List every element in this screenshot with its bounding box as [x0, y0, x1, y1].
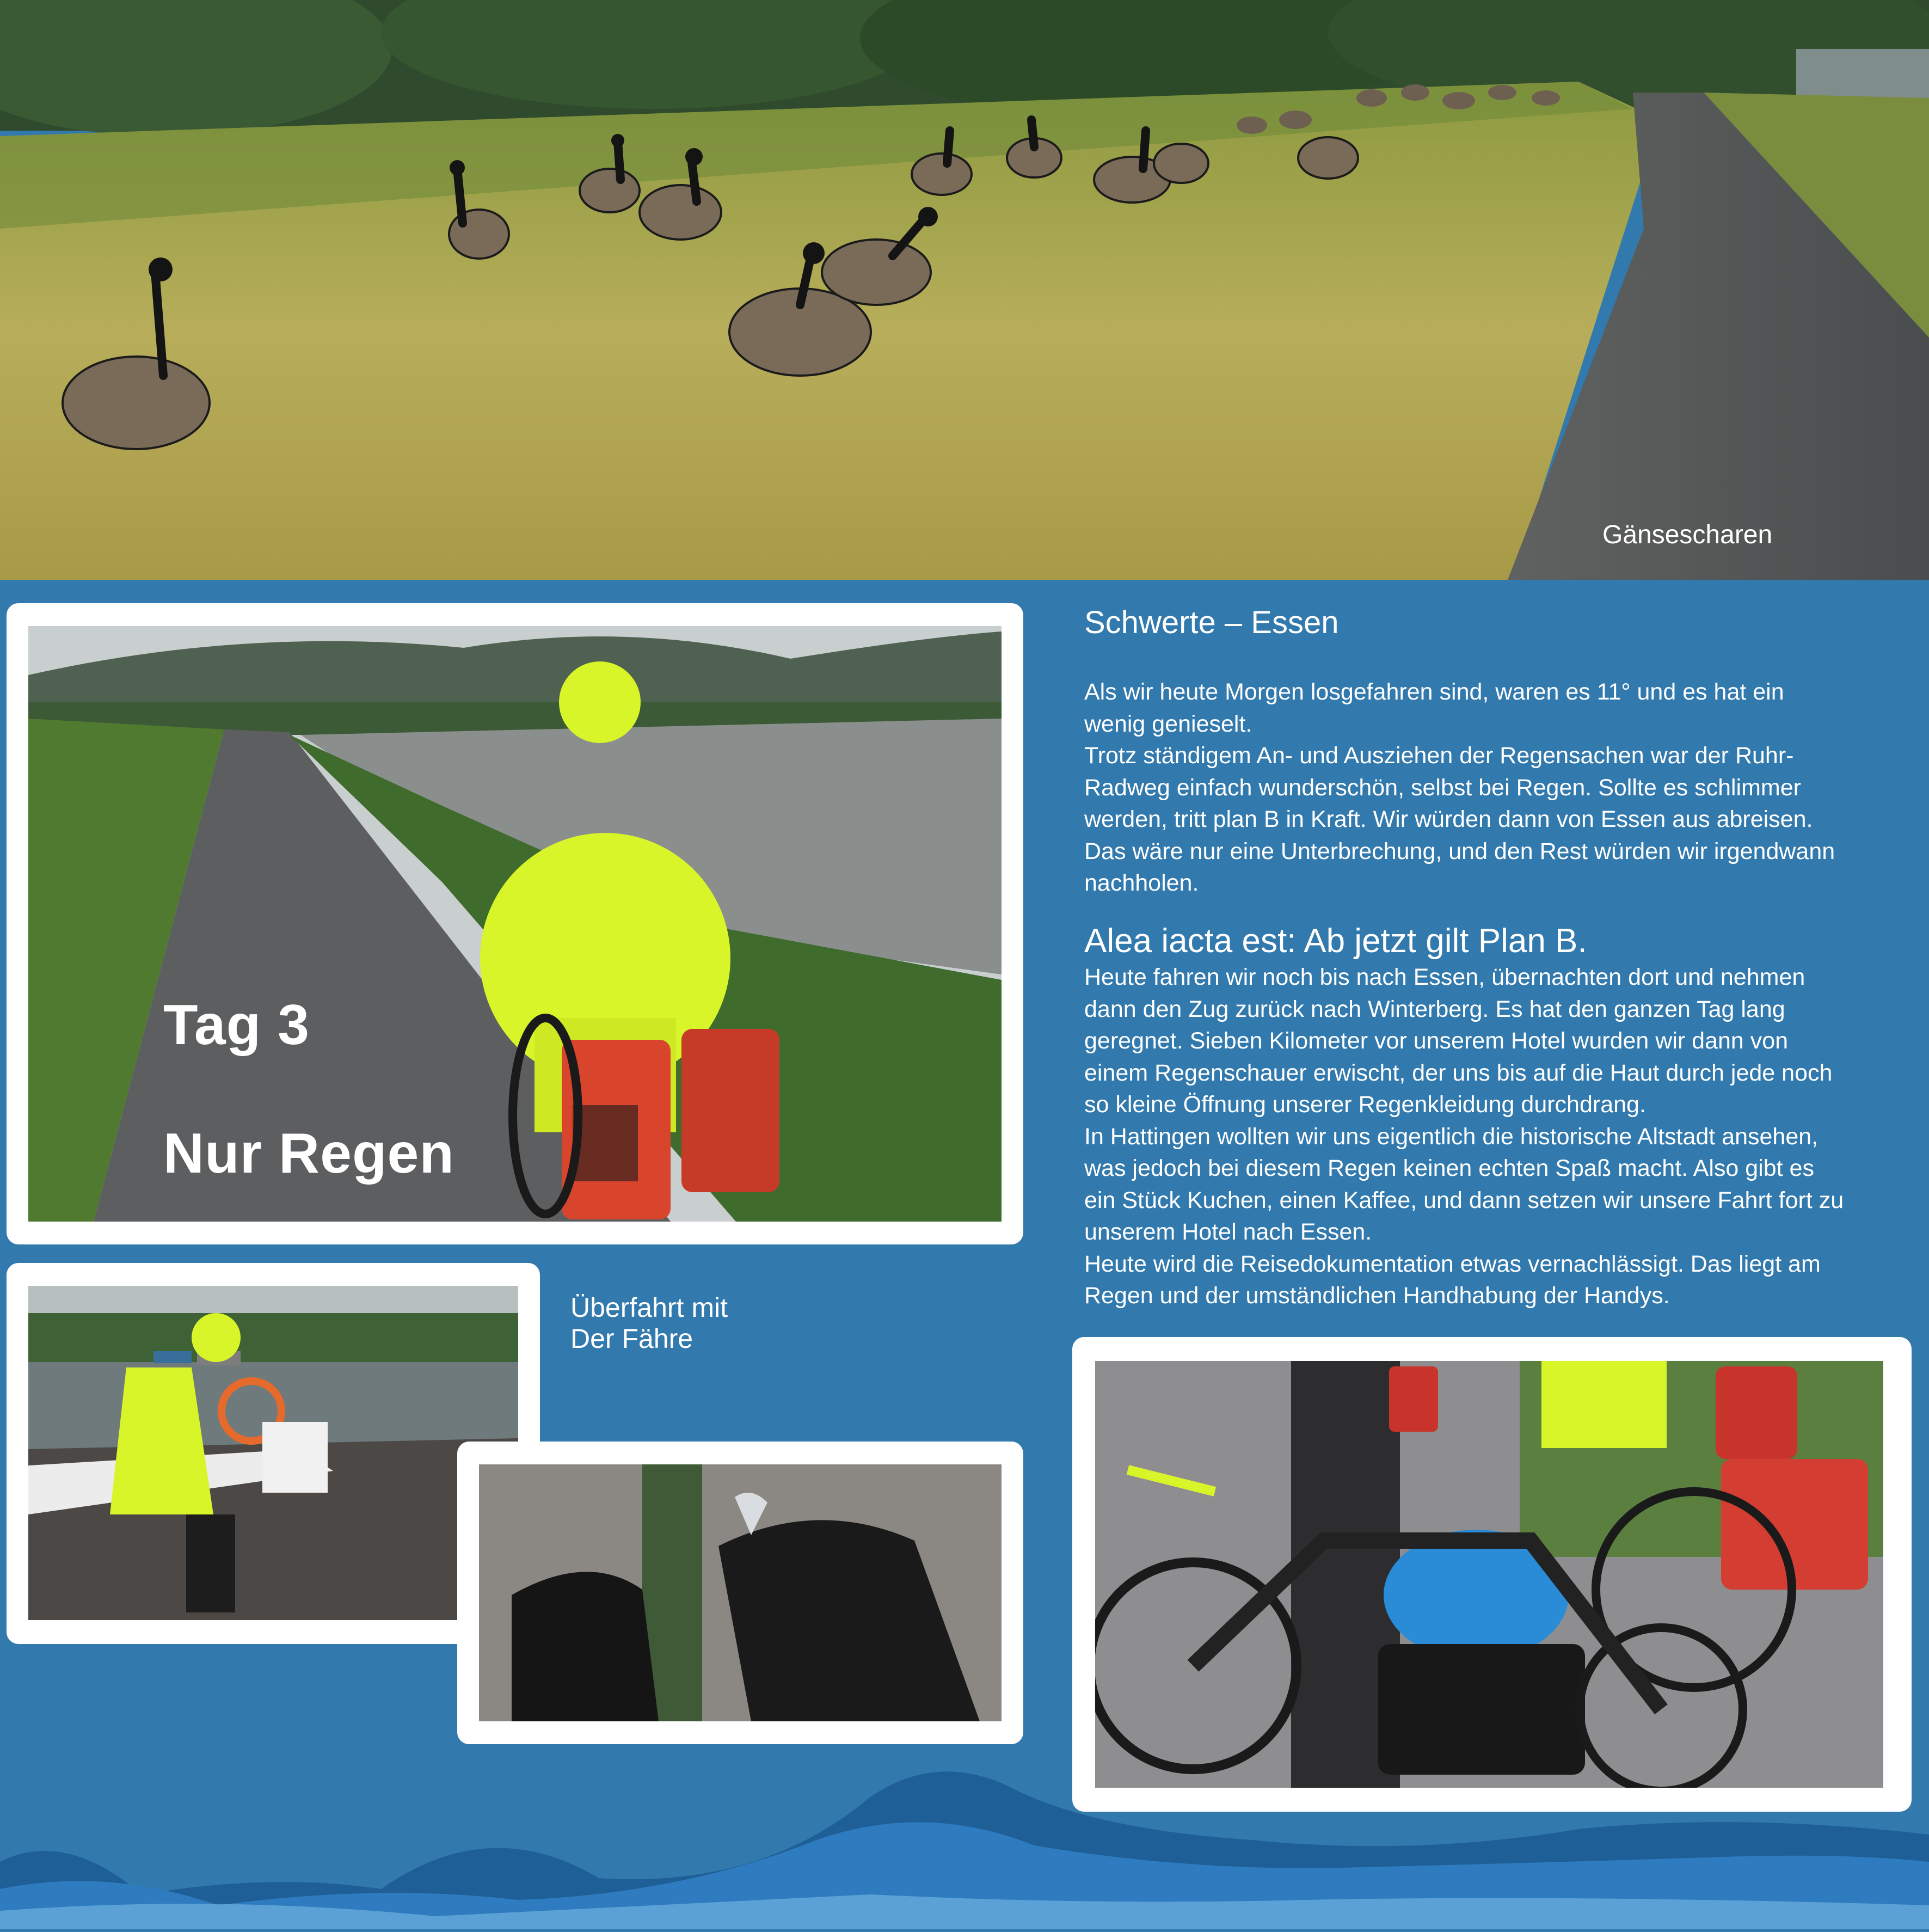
- route-title: Schwerte – Essen: [1084, 605, 1339, 640]
- text-line: wenig genieselt.: [1084, 710, 1252, 737]
- bikes-photo: [1095, 1361, 1883, 1788]
- text-line: dann den Zug zurück nach Winterberg. Es hat den ganzen Tag lang: [1084, 996, 1785, 1022]
- text-line: geregnet. Sieben Kilometer vor unserem Hotel wurden wir dann von: [1084, 1028, 1789, 1054]
- text-line: Heute fahren wir noch bis nach Essen, übernachten dort und nehmen: [1084, 964, 1805, 990]
- cyclist-photo-card: [7, 603, 1023, 1244]
- ferry-caption-line-1: Überfahrt mit: [570, 1292, 728, 1323]
- geese-photo-caption: Gänsescharen: [1602, 520, 1773, 549]
- ferry-caption: [570, 1292, 728, 1354]
- ferry-caption-line-2: Der Fähre: [570, 1323, 693, 1354]
- text-line: was jedoch bei diesem Regen keinen echten Spaß macht. Also gibt es: [1084, 1155, 1814, 1181]
- geese-photo: [0, 0, 1929, 580]
- rain-legs-photo: [479, 1464, 1002, 1721]
- section-heading: Alea iacta est: Ab jetzt gilt Plan B.: [1084, 922, 1587, 960]
- text-line: Radweg einfach wunderschön, selbst bei Regen. Sollte es schlimmer: [1084, 774, 1801, 801]
- day-label: Tag 3: [163, 993, 310, 1057]
- text-line: Trotz ständigem An- und Ausziehen der Regensachen war der Ruhr-: [1084, 743, 1794, 769]
- rain-legs-photo-card: [457, 1442, 1023, 1744]
- ice-mountain-decoration: [0, 1731, 1929, 1929]
- text-line: ein Stück Kuchen, einen Kaffee, und dann setzen wir unsere Fahrt fort zu: [1084, 1187, 1844, 1213]
- text-line: werden, tritt plan B in Kraft. Wir würden dann von Essen aus abreisen.: [1084, 806, 1813, 832]
- text-line: Regen und der umständlichen Handhabung der Handys.: [1084, 1283, 1670, 1309]
- text-line: Als wir heute Morgen losgefahren sind, waren es 11° und es hat ein: [1084, 679, 1784, 705]
- day-title: Nur Regen: [163, 1122, 454, 1185]
- intro-paragraph: [1084, 676, 1912, 899]
- text-line: so kleine Öffnung unserer Regenkleidung durchdrang.: [1084, 1091, 1646, 1118]
- text-line: Das wäre nur eine Unterbrechung, und den Rest würden wir irgendwann: [1084, 838, 1835, 864]
- text-line: Heute wird die Reisedokumentation etwas vernachlässigt. Das liegt am: [1084, 1250, 1821, 1277]
- text-line: unserem Hotel nach Essen.: [1084, 1219, 1372, 1245]
- text-line: einem Regenschauer erwischt, der uns bis auf die Haut durch jede noch: [1084, 1059, 1833, 1086]
- text-line: nachholen.: [1084, 870, 1199, 896]
- text-line: In Hattingen wollten wir uns eigentlich die historische Altstadt ansehen,: [1084, 1123, 1819, 1150]
- ferry-photo: [28, 1286, 518, 1620]
- main-paragraph: [1084, 961, 1912, 1312]
